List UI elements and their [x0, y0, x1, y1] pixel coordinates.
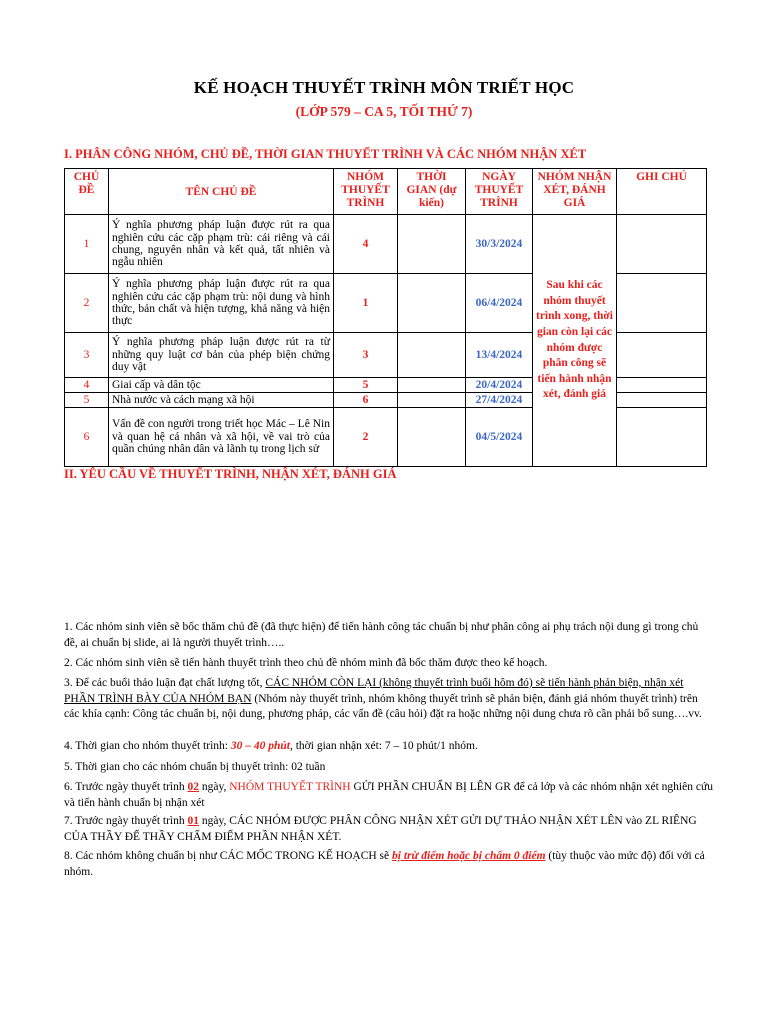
requirement-7-rest: ngày, CÁC NHÓM ĐƯỢC PHÂN CÔNG NHẬN XÉT GỬI DỰ THẢO NHẬN XÉT LÊN vào ZL RIÊNG CỦA THẦY ĐỂ THẦY CHẤM ĐIỂM PHẦN NHẬN XÉT.: [64, 815, 697, 843]
row-date: 13/4/2024: [466, 333, 533, 378]
requirement-8-intro: 8. Các nhóm không chuẩn bị như CÁC MỐC TRONG KẾ HOẠCH sẽ: [64, 850, 393, 862]
row-time: [398, 215, 466, 274]
requirement-4: [64, 739, 714, 755]
requirement-8-penalty: bị trừ điểm hoặc bị chấm 0 điểm: [392, 850, 546, 862]
row-time: [398, 378, 466, 393]
row-time: [398, 333, 466, 378]
requirement-6-group: NHÓM THUYẾT TRÌNH: [229, 781, 351, 793]
requirement-3-intro: 3. Để các buổi thảo luận đạt chất lượng tốt,: [64, 677, 266, 689]
row-group: 6: [334, 393, 398, 408]
row-time: [398, 393, 466, 408]
table-row: [65, 215, 707, 274]
requirement-3: [64, 676, 714, 723]
requirement-6-days: 02: [187, 781, 199, 793]
row-time: [398, 274, 466, 333]
header-col-time: THỜI GIAN (dự kiến): [398, 169, 466, 215]
row-group: 5: [334, 378, 398, 393]
table-header-row: [65, 169, 707, 215]
document-subtitle: (LỚP 579 – CA 5, TỐI THỨ 7): [295, 104, 473, 119]
row-topic: Ý nghĩa phương pháp luận được rút ra qua nghiên cứu các cặp phạm trù: nội dung và hình thức, bản chất và hiện tượng, khả năng và hiện thực: [109, 274, 334, 333]
row-date: 27/4/2024: [466, 393, 533, 408]
header-col-group: NHÓM THUYẾT TRÌNH: [334, 169, 398, 215]
requirement-8-rest: (tùy thuộc vào mức độ) đối với cả nhóm.: [64, 850, 705, 878]
requirement-4-rest: , thời gian nhận xét: 7 – 10 phút/1 nhóm.: [289, 740, 478, 752]
requirement-3-emphasis: CÁC NHÓM CÒN LẠI (không thuyết trình buổi hôm đó) sẽ tiến hành phản biện, nhận xét PHẦN TRÌNH BÀY CỦA NHÓM BẠN: [64, 677, 684, 705]
row-topic: Vấn đề con người trong triết học Mác – Lê Nin và quan hệ cá nhân và xã hội, về vai trò của quần chúng nhân dân và lãnh tụ trong lịch sử: [109, 408, 334, 467]
row-num: 5: [65, 393, 109, 408]
requirement-4-intro: 4. Thời gian cho nhóm thuyết trình:: [64, 740, 231, 752]
row-topic: Ý nghĩa phương pháp luận được rút ra từ những quy luật cơ bản của phép biện chứng duy vật: [109, 333, 334, 378]
requirement-6: [64, 780, 714, 811]
requirement-7: [64, 814, 714, 845]
header-col-num: CHỦ ĐỀ: [65, 169, 109, 215]
requirement-8: [64, 849, 714, 880]
row-num: 4: [65, 378, 109, 393]
row-date: 20/4/2024: [466, 378, 533, 393]
row-num: 3: [65, 333, 109, 378]
row-date: 06/4/2024: [466, 274, 533, 333]
review-note-cell: Sau khi các nhóm thuyết trình xong, thời gian còn lại các nhóm được phân công sẽ tiến hành nhận xét, đánh giá: [533, 215, 617, 467]
row-time: [398, 408, 466, 467]
row-note: [617, 274, 707, 333]
header-col-date: NGÀY THUYẾT TRÌNH: [466, 169, 533, 215]
requirement-1: 1. Các nhóm sinh viên sẽ bốc thăm chủ đề (đã thực hiện) để tiến hành công tác chuẩn bị như phân công ai phụ trách nội dung gì trong chủ đề, ai chuẩn bị slide, ai là người thuyết trình…..: [64, 621, 699, 649]
requirement-6-rest: GỬI PHẦN CHUẨN BỊ LÊN GR để cả lớp và các nhóm nhận xét nghiên cứu và tiến hành chuẩn bị nhận xét: [64, 781, 713, 809]
row-num: 1: [65, 215, 109, 274]
row-date: 04/5/2024: [466, 408, 533, 467]
requirement-2: 2. Các nhóm sinh viên sẽ tiến hành thuyết trình theo chủ đề nhóm mình đã bốc thăm được theo kế hoạch.: [64, 657, 548, 669]
section2-heading: II. YÊU CẦU VỀ THUYẾT TRÌNH, NHẬN XÉT, ĐÁNH GIÁ: [64, 467, 397, 481]
header-col-note: GHI CHÚ: [617, 169, 707, 215]
header-col-review: NHÓM NHẬN XÉT, ĐÁNH GIÁ: [533, 169, 617, 215]
requirement-7-days: 01: [187, 815, 199, 827]
requirement-4-duration: 30 – 40 phút: [230, 740, 290, 752]
row-note: [617, 408, 707, 467]
document-title: KẾ HOẠCH THUYẾT TRÌNH MÔN TRIẾT HỌC: [193, 78, 575, 97]
section1-heading: I. PHÂN CÔNG NHÓM, CHỦ ĐỀ, THỜI GIAN THUYẾT TRÌNH VÀ CÁC NHÓM NHẬN XÉT: [64, 147, 587, 161]
requirement-7-intro: 7. Trước ngày thuyết trình: [64, 815, 188, 827]
row-note: [617, 393, 707, 408]
row-note: [617, 333, 707, 378]
requirement-5: 5. Thời gian cho các nhóm chuẩn bị thuyết trình: 02 tuần: [64, 761, 326, 773]
row-topic: Giai cấp và dân tộc: [109, 378, 334, 393]
row-num: 6: [65, 408, 109, 467]
requirement-3-detail: (Nhóm này thuyết trình, nhóm không thuyết trình sẽ phản biện, đánh giá nhóm thuyết trình) trên các khía cạnh: Công tác chuẩn bị, nội dung, phương pháp, các vấn đề (câu hỏi) đặt ra hoặc những nội dung chưa rõ cần phải bổ sung….vv.: [64, 692, 702, 721]
requirement-6-intro: 6. Trước ngày thuyết trình: [64, 781, 188, 793]
row-num: 2: [65, 274, 109, 333]
row-group: 4: [334, 215, 398, 274]
row-note: [617, 215, 707, 274]
row-note: [617, 378, 707, 393]
plan-table: [64, 168, 707, 467]
row-date: 30/3/2024: [466, 215, 533, 274]
requirement-6-mid: ngày,: [198, 781, 230, 793]
row-group: 3: [334, 333, 398, 378]
header-col-topic: TÊN CHỦ ĐỀ: [109, 169, 334, 215]
row-group: 2: [334, 408, 398, 467]
row-group: 1: [334, 274, 398, 333]
row-topic: Nhà nước và cách mạng xã hội: [109, 393, 334, 408]
row-topic: Ý nghĩa phương pháp luận được rút ra qua nghiên cứu các cặp phạm trù: cái riêng và cái chung, nguyên nhân và kết quả, tất nhiên và ngẫu nhiên: [109, 215, 334, 274]
